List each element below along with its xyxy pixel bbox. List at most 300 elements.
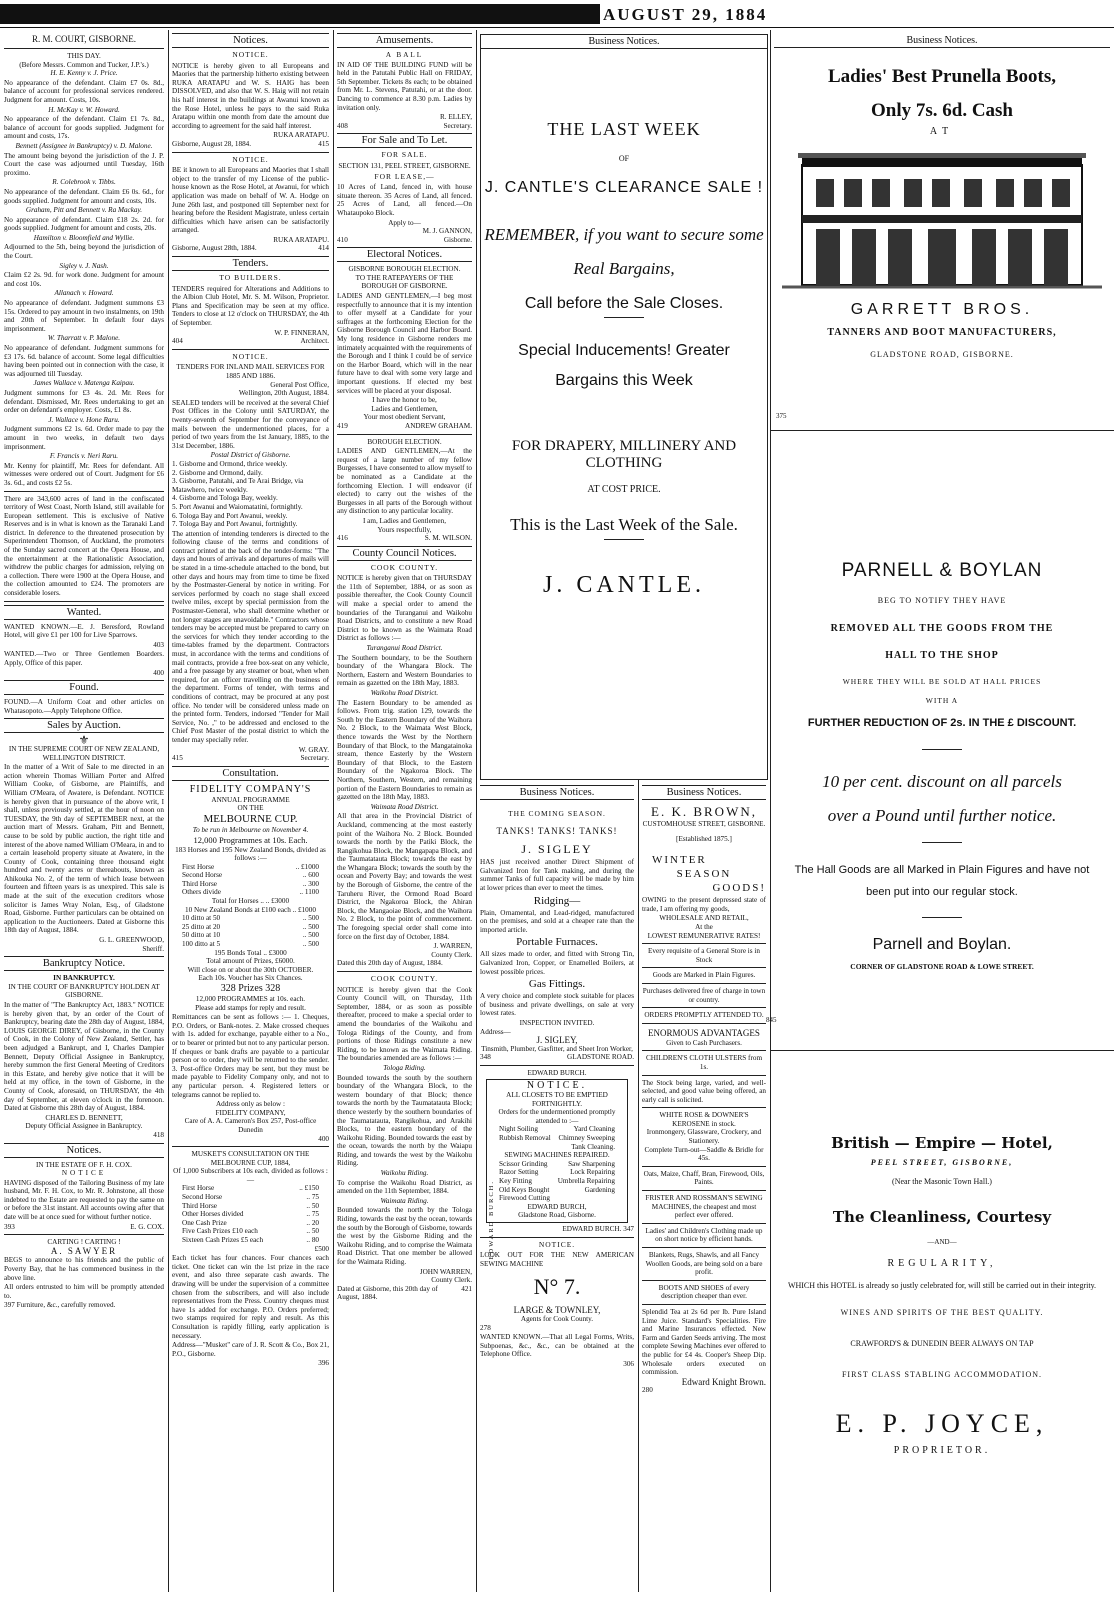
- beg-to-notify: BEG TO NOTIFY THEY HAVE: [877, 596, 1007, 605]
- bankruptcy-court: IN THE COURT OF BANKRUPTCY HOLDEN AT GISBORNE.: [8, 982, 160, 1000]
- bankruptcy-signature: CHARLES D. BENNETT,: [45, 1113, 123, 1122]
- mail-heading: TENDERS FOR INLAND MAIL SERVICES FOR 1885 AND 1886.: [176, 363, 325, 380]
- case-body: No appearance of the defendant. Claim £7 0s. 8d., balance of account for professional services rendered. Judgment for amount. Costs, 10s.: [4, 78, 164, 104]
- burch-address: Gladstone Road, Gisborne.: [518, 1211, 596, 1220]
- mail-route: 2. Gisborne and Ormond, daily.: [172, 468, 263, 477]
- graham-lg: Ladies and Gentlemen,: [371, 404, 438, 413]
- waikohu-body: The Eastern Boundary to be amended as follows. From trig. station 129, towards the South by the Eastern Boundary of the Waihora No. 2 Block, to the Waimata West Block, thence towards the West by the Northern Boundary of that Block, to the Mangatainoka stream, thence Easterly by the Western Boundary of that Block, to the Eastern Boundary of the Ngakoroa Block. The Northern, Southern, Western, and remaining portion of the Eastern Boundaries to remain as gazetted on the 18th May, 1883.: [337, 698, 472, 802]
- service-row-value: Umbrella Repairing: [557, 1177, 615, 1185]
- service-row-label: Firewood Cutting: [499, 1194, 550, 1203]
- ad-number: 278: [480, 1323, 491, 1332]
- cook2-body: NOTICE is hereby given that the Cook County Council will, on Thursday, 11th September, 1884, or as soon as possible thereafter, proceed to make a special order to amend the boundaries of the Waikohu and Tologa Ridings of the County, and from portions of those Ridings constitute a new Riding, to be known as the Waimata Riding. The boundaries amended are as follows :—: [337, 985, 472, 1063]
- ad-number: 845: [766, 1016, 777, 1024]
- case-body: Mr. Kenny for plaintiff, Mr. Rees for defendant. All witnesses were ordered out of Court. Judgment for £6 3s. 6d., and costs £2 5s.: [4, 461, 164, 487]
- greater-bargains: Bargains this Week: [555, 372, 693, 389]
- ball-secretary: Secretary.: [443, 121, 472, 130]
- musket-prize-row: [172, 1227, 329, 1236]
- burch-orders: Orders for the undermentioned promptly attended to :—: [498, 1108, 616, 1125]
- case-title: James Wallace v. Matenga Kaipau.: [33, 379, 135, 388]
- bonds-total: 195 Bonds Total .. £3000: [214, 948, 287, 957]
- case-title: Sigley v. J. Nash.: [59, 261, 109, 270]
- ulsters: CHILDREN'S CLOTH ULSTERS from 1s.: [645, 1054, 763, 1071]
- masthead-rule: [0, 27, 1114, 28]
- joyce-name: E. P. JOYCE,: [835, 1409, 1049, 1438]
- case-title: Bennett (Assignee in Bankruptcy) v. D. Malone.: [15, 141, 153, 150]
- case-title: H. E. Kenny v. J. Price.: [50, 69, 118, 78]
- prize-row-value: .. 600: [302, 871, 319, 880]
- hall-goods: The Hall Goods are all Marked in Plain Figures and have not been put into our regular stock.: [794, 864, 1090, 898]
- sheriff-title: Sheriff.: [142, 944, 164, 953]
- case-body: The amount being beyond the jurisdiction of the J. P. Court the case was adjourned until Tuesday, 16th proximo.: [4, 151, 164, 177]
- ridging-body: Plain, Ornamental, and Lead-ridged, manufactured on the premises, and sold at a cheaper rate than the imported article.: [480, 908, 634, 934]
- ad-number: 416: [337, 534, 348, 543]
- bond-row-label: 100 ditto at 5: [182, 940, 221, 949]
- garrett-road: GLADSTONE ROAD, GISBORNE.: [870, 350, 1014, 359]
- consultation-heading: Consultation.: [172, 766, 329, 781]
- license-notice: BE it known to all Europeans and Maories that I shall object to the transfer of my License of the public-house known as the Rose Hotel, at Awanui, for which application was made on behalf of W. A. Hodge on June 26th last, and postponed till September next for hearing before the Resident Magistrate, unless certain difficulties which have arisen can be satisfactorily arranged.: [172, 166, 329, 235]
- mail-route: 4. Gisborne and Tologa Bay, weekly.: [172, 494, 278, 503]
- signature: RUKA ARATAPU.: [273, 235, 329, 244]
- service-row-label: Key Fitting: [499, 1177, 532, 1185]
- bond-prizes: [172, 914, 329, 948]
- bond-row-value: .. 500: [302, 931, 319, 940]
- service-row-label: Razor Setting: [499, 1168, 539, 1177]
- musket-prize-row: [172, 1184, 329, 1193]
- goods: GOODS!: [712, 882, 766, 895]
- wilson-am: I am, Ladies and Gentlemen,: [362, 516, 447, 525]
- ad-number: 348: [480, 1053, 491, 1062]
- wines: WINES AND SPIRITS OF THE BEST QUALITY.: [840, 1308, 1044, 1317]
- bond-row-value: .. 500: [302, 914, 319, 923]
- burch-name: EDWARD BURCH,: [527, 1202, 587, 1211]
- hall-to-shop: HALL TO THE SHOP: [885, 650, 999, 661]
- tea: Splendid Tea at 2s 6d per lb. Pure Island Lime Juice. Standard's Specialities. Fire and Marine Insurances effected. New Farm and Garden Seeds arriving. The most complete Sewing Machines ever offered to the public for £4 4s. Cooper's Sheep Dip. Wholesale orders executed on commission.: [642, 1307, 766, 1377]
- prize-row-label: Others divide: [182, 888, 221, 897]
- mail-route: 5. Port Awanui and Waiomatatini, fortnightly.: [172, 502, 303, 511]
- service-row: [489, 1134, 625, 1143]
- bankruptcy-sub: IN BANKRUPTCY.: [53, 974, 115, 983]
- warren-title: County Clerk.: [431, 950, 472, 959]
- to-ratepayers: TO THE RATEPAYERS OF THE BOROUGH OF GISBORNE.: [355, 273, 454, 291]
- garrett-advert: [774, 34, 1110, 424]
- parnell-advert: [766, 436, 1110, 1046]
- every-requisite: Every requisite of a General Store is in Stock: [648, 947, 760, 964]
- district: WELLINGTON DISTRICT.: [42, 753, 126, 762]
- case-body: No appearance of defendant. Judgment summons £3 15s. Ordered to pay amount in two instalments, on 19th and 20th of September. In default four days imprisonment.: [4, 299, 164, 333]
- near-masonic: (Near the Masonic Town Hall.): [892, 1177, 992, 1186]
- ad-number: 414: [318, 244, 329, 253]
- ten-percent: 10 per cent. discount on all parcels: [822, 772, 1062, 791]
- special-inducements: Special Inducements! Greater: [518, 342, 730, 359]
- garrett-trade: TANNERS AND BOOT MANUFACTURERS,: [827, 327, 1057, 338]
- musket-prize-row-value: .. 75: [306, 1193, 319, 1202]
- ball-signature: R. ELLEY,: [439, 113, 472, 122]
- ad-number: 396: [318, 1359, 329, 1368]
- graham-address: LADIES AND GENTLEMEN,—I beg most respectfully to announce that it is my intention to offer myself at a Candidate for your suffrages at the forthcoming Election for the Gisborne Borough Council and Harbor Board. My long residence in Gisborne renders me intimately acquainted with the requirements of the Borough and I think I could be of service on the Harbor Board, which will in the near future have to deal with some very large and important questions. If elected my best services will be placed at your disposal.: [337, 292, 472, 395]
- tologa-body: Bounded towards the south by the southern boundary of the Whangara Block, to the western boundary of that Block; thence towards the north by the Taumatatauta Block; thence westerly by the southern boundaries of the Taumatatauta, Rangikohua, and Arakihi Blocks, to the eastern boundary of the Waikohu Riding. Bounded towards the east by the ocean, towards the north by the Waiapu Riding, and towards the west by the Waikohu Riding.: [337, 1073, 472, 1168]
- bond-row: [172, 914, 329, 923]
- tologa-title: Tologa Riding.: [383, 1063, 426, 1072]
- musket-prize-row: [172, 1193, 329, 1202]
- ball-body: IN AID OF THE BUILDING FUND will be held in the Patutahi Public Hall on FRIDAY, 5th September. Tickets 8s each; to be obtained from Mr. L. Stevens, Patutahi, or at the door. Dancing to commence at 8.30 p.m. Ladies by invitation only.: [337, 60, 472, 112]
- sawyer-body: BEGS to announce to his friends and the public of Poverty Bay, that he has commenced business in the above line.: [4, 1256, 164, 1282]
- electoral-heading: Electoral Notices.: [337, 247, 472, 262]
- bond-row-label: 25 ditto at 20: [182, 922, 221, 931]
- musket-prize-row-value: .. 20: [306, 1218, 319, 1227]
- estate-notice-word: NOTICE: [61, 1169, 107, 1178]
- musket-prize-row: [172, 1236, 329, 1245]
- drapery: FOR DRAPERY, MILLINERY AND CLOTHING: [511, 438, 737, 471]
- regularity: REGULARITY,: [887, 1258, 997, 1269]
- ridging-heading: Ridging—: [533, 894, 581, 907]
- cash-purchasers: Given to Cash Purchasers.: [666, 1038, 742, 1047]
- john-warren-title: County Clerk.: [431, 1276, 472, 1285]
- ad-number: 400: [318, 1134, 329, 1143]
- case-body: Judgment summons for £3 4s. 2d. Mr. Rees for defendant. Dismissed, Mr. Rees undertaking to get an order on defendant's employer. Costs, £1 8s.: [4, 388, 164, 415]
- musket-prize-row-label: Sixteen Cash Prizes £5 each: [182, 1236, 264, 1245]
- service-row-value: Yard Cleaning: [573, 1125, 615, 1134]
- court-cases: [4, 69, 164, 487]
- prize-row-label: First Horse: [182, 862, 215, 871]
- lowest-rates: LOWEST REMUNERATIVE RATES!: [647, 931, 761, 940]
- musket-address: Address—"Musket" care of J. R. Scott & Co., Box 21, P.O., Gisborne.: [172, 1341, 329, 1358]
- ad-number: 280: [642, 1386, 653, 1395]
- estate-title: IN THE ESTATE OF F. H. COX.: [36, 1160, 132, 1169]
- waimata-body: All that area in the Provincial District of Auckland, commencing at the most easterly point of the Waihora No. 2 Block. Bounded towards the north by the Patiki Block, the Rangikohua Block, the Mangapapa Block, and the Taumatatauta Block; towards the east by the Whangara Block; towards the south by the ocean and Poverty Bay; and towards the west by the Borough of Gisborne, the centre of the Taruheru River, the Ormond Road Board District, the Ngakoroa Block, the Ahiran Block, the Mangaoiae Block, and the Waihora No. 2 Block, to the point of commencement. The foregoing special order shall come into force on the first day of October, 1884.: [337, 812, 472, 941]
- waimata-riding-body: Bounded towards the north by the Tologa Riding, towards the east by the ocean, towards the south by the Borough of Gisborne, towards the west by the Gisborne Riding and the Waikohu Riding, and to comprise the Waimata Road District. That one member be allowed for the Waimata Riding.: [337, 1206, 472, 1266]
- chances: Each 10s. Voucher has Six Chances.: [198, 974, 303, 983]
- where-sold: WHERE THEY WILL BE SOLD AT HALL PRICES: [842, 677, 1042, 686]
- service-row: [489, 1177, 625, 1186]
- notice-date: Gisborne, August 28th, 1884.: [172, 244, 257, 253]
- masthead-bar: [0, 4, 600, 24]
- stabling: FIRST CLASS STABLING ACCOMMODATION.: [841, 1370, 1042, 1379]
- agents: Agents for Cook County.: [520, 1314, 594, 1323]
- musket-total: £500: [314, 1244, 329, 1253]
- closets: ALL CLOSETS TO BE EMPTIED FORTNIGHTLY.: [506, 1091, 608, 1108]
- boots-shoes: BOOTS AND SHOES of every description cheaper than ever.: [658, 1283, 750, 1301]
- case-title: J. Wallace v. Hone Raru.: [48, 415, 120, 424]
- bond-row: [172, 923, 329, 932]
- service-row-label: Night Soiling: [499, 1125, 538, 1134]
- mail-route: 7. Tologa Bay and Port Awanui, fortnightly.: [172, 520, 298, 529]
- case-body: Judgment summons £2 1s. 6d. Order made to pay the amount in two weeks, in default two days imprisonment.: [4, 425, 164, 451]
- service-row-value: Saw Sharpening: [568, 1159, 615, 1168]
- oats: Oats, Maize, Chaff, Bran, Firewood, Oils, Paints.: [643, 1169, 765, 1187]
- ad-number: 400: [153, 668, 164, 677]
- plain-figures: Goods are Marked in Plain Figures.: [652, 971, 756, 980]
- blankets: Blankets, Rugs, Shawls, and all Fancy Woollen Goods, are being sold on a bare profit.: [645, 1251, 763, 1277]
- dated-2: Dated at Gisborne, this 20th day of August, 1884.: [337, 1284, 438, 1302]
- bond-row-value: .. 500: [302, 940, 319, 949]
- bond-row: [172, 931, 329, 940]
- musket-prize-row-value: .. 50: [306, 1227, 319, 1236]
- estate-body: HAVING disposed of the Tailoring Business of my late husband, Mr. F. H. Cox, to Mr. R. Johnstone, all those indebted to the Estate are requested to pay the same on or before the 31st instant. All accounts owing after that date will be at once sued for without further notice.: [4, 1178, 164, 1222]
- horse-prizes: [172, 863, 329, 897]
- musket-prize-row-value: .. 50: [306, 1201, 319, 1210]
- which-hotel: WHICH this HOTEL is already so justly celebrated for, will still be carried out in their integrity.: [787, 1281, 1097, 1290]
- waikohu-riding-body: To comprise the Waikohu Road District, as amended on the 11th September, 1884.: [337, 1178, 472, 1196]
- case-body: Claim £2 2s. 9d. for work done. Judgment for amount and cost 10s.: [4, 271, 164, 288]
- for-lease: FOR LEASE,—: [374, 171, 435, 181]
- cook-body: NOTICE is hereby given that on THURSDAY the 11th of September, 1884, or as soon as possible thereafter, the Cook County Council will make a special order to amend the boundaries of the Turanganui and Waikohu Road Districts, and to constitute a new Road District to be known as the Waimata Road District as follows :—: [337, 574, 472, 643]
- musket-heading: MUSKET'S CONSULTATION ON THE MELBOURNE CUP, 1884,: [191, 1150, 310, 1167]
- brown-name: E. K. BROWN,: [651, 804, 757, 819]
- ad-number: 375: [776, 412, 787, 420]
- trade: Tinsmith, Plumber, Gasfitter, and Sheet Iron Worker,: [481, 1044, 633, 1053]
- number-seven: N° 7.: [533, 1274, 581, 1300]
- notice-sub: NOTICE.: [232, 50, 269, 59]
- court-day: THIS DAY.: [67, 52, 101, 60]
- sale-heading: For Sale and To Let.: [337, 133, 472, 148]
- prize-row: [172, 880, 329, 889]
- winter: WINTER: [652, 854, 707, 867]
- service-row-value: Chimney Sweeping: [558, 1134, 615, 1143]
- prize-row: [172, 871, 329, 880]
- purchases: Purchases delivered free of charge in town or country.: [642, 986, 766, 1004]
- inspection: INSPECTION INVITED.: [519, 1018, 595, 1027]
- fidelity-address: Care of A. A. Cameron's Box 257, Post-office Dunedin: [184, 1117, 317, 1134]
- wilson-yours: Yours respectfully,: [377, 525, 432, 534]
- building-illustration: [782, 141, 1102, 291]
- builders: TO BUILDERS.: [219, 273, 282, 283]
- melbourne-cup: MELBOURNE CUP.: [203, 812, 298, 825]
- notices-heading: Notices.: [172, 33, 329, 48]
- musket-prize-row-label: Five Cash Prizes £10 each: [182, 1227, 258, 1236]
- bond-row: [172, 940, 329, 949]
- sheriff-name: G. L. GREENWOOD,: [99, 936, 164, 945]
- address-label: Address—: [480, 1027, 511, 1036]
- garrett-name: GARRETT BROS.: [850, 301, 1034, 318]
- case-body: No appearance of the defendant. Claim £6 0s. 6d., for goods supplied. Judgment for amount and costs, 10s.: [4, 187, 164, 205]
- section-rule: [770, 1050, 1114, 1051]
- at-the: At the: [695, 922, 713, 931]
- owing: OWING to the present depressed state of trade, I am offering my goods,: [642, 896, 766, 913]
- real-bargains: Real Bargains,: [573, 259, 675, 278]
- wholesale-retail: WHOLESALE AND RETAIL,: [659, 914, 749, 923]
- turanganui-title: Turanganui Road District.: [366, 644, 443, 653]
- auction-body: In the matter of a Writ of Sale to me directed in an action wherein Thomas William Porter and Alfred William Cooke, of Gisborne, are Plaintiffs, and William O'Meara, of Awatere, is Defendant. NOTICE is hereby given that in pursuance of the above writ, I shall, unless previously settled, at the hour of noon on TUESDAY, the 9th day of SEPTEMBER next, at the auction mart of Messrs. Graham, Pitt and Bennett, cause to be sold by public auction, the right title and interest of the above named William O'Meara, in and to a certain leasehold property situate at Awatere, in the County of Cook, containing three thousand eight hundred and twenty acres or thereabouts, known as Ahikouka No. 2, of the term of which lease between fourteen and fifteen years is as unexpired. This sale is made at the suit of the execution creditors whose solicitor is James Wray Nolan, Esq., of Gladstone Road, Gisborne. Further particulars can be obtained on application to the Auctioneers. Dated at Gisborne this 18th day of August, 1884.: [4, 763, 164, 935]
- burch-services: [489, 1125, 625, 1151]
- service-row-value: Gardening: [584, 1185, 615, 1194]
- section-131: SECTION 131, PEEL STREET, GISBORNE.: [338, 161, 471, 170]
- prize-row-label: Second Horse: [182, 871, 223, 880]
- corner: CORNER OF GLADSTONE ROAD & LOWE STREET.: [850, 962, 1034, 971]
- prize-row-value: .. 300: [302, 879, 319, 888]
- service-row: [489, 1125, 625, 1134]
- court-title: R. M. COURT, GISBORNE.: [31, 34, 137, 44]
- brown-signature: Edward Knight Brown.: [681, 1376, 766, 1387]
- price-line: Only 7s. 6d. Cash: [870, 100, 1014, 121]
- furnaces-heading: Portable Furnaces.: [516, 936, 598, 949]
- sales-heading: Sales by Auction.: [4, 718, 164, 733]
- programmes: 12,000 Programmes at 10s. Each.: [193, 834, 308, 845]
- gas-body: A very choice and complete stock suitable for places of business and private dwellings, on sale at very lowest rates.: [480, 992, 634, 1018]
- case-body: No appearance of defendant. Judgment summons for £3 17s. 6d. balance of account. Some legal difficulties having been pointed out in connection with the case, it was adjourned till Tuesday.: [4, 344, 164, 378]
- sigley-name: J. SIGLEY: [521, 842, 593, 857]
- masthead: [0, 0, 1114, 28]
- estate-signature: E. G. COX.: [130, 1222, 164, 1231]
- ad-number: 419: [337, 421, 348, 430]
- waimata-title: Waimata Road District.: [370, 802, 439, 811]
- graham-yours: Your most obedient Servant,: [363, 413, 446, 422]
- service-row-label: Old Keys Bought: [499, 1185, 550, 1194]
- service-row-label: Rubbish Removal: [499, 1134, 551, 1143]
- cost-price: AT COST PRICE.: [587, 484, 661, 495]
- musket-prize-row-label: Other Horses divided: [182, 1210, 244, 1219]
- ad-number: 306: [623, 1359, 634, 1368]
- business-heading: Business Notices.: [480, 785, 634, 800]
- service-row-label: Scissor Grinding: [499, 1159, 548, 1168]
- case-title: W. Tharratt v. P. Malone.: [47, 334, 121, 343]
- column-rule: [638, 780, 639, 1592]
- removed: REMOVED ALL THE GOODS FROM THE: [830, 623, 1054, 634]
- burch-heading: EDWARD BURCH.: [527, 1068, 587, 1077]
- service-row: [489, 1168, 625, 1177]
- sewing-machine: LOOK OUT FOR THE NEW AMERICAN SEWING MACHINE: [480, 1251, 634, 1268]
- established: [Established 1875.]: [676, 834, 732, 843]
- apply-to: Apply to—: [388, 218, 421, 227]
- wilson-signature: S. M. WILSON.: [424, 534, 472, 543]
- and: —AND—: [927, 1238, 957, 1246]
- ad-number: 418: [153, 1130, 164, 1139]
- graham-signature: ANDREW GRAHAM.: [405, 421, 472, 430]
- furnaces-body: All sizes made to order, and fitted with Strong Tin, Galvanized Iron, Copper, or Enamelled Boilers, at lowest possible prices.: [480, 950, 634, 976]
- wanted-sparrows: WANTED KNOWN.—E. J. Beresford, Rowland Hotel, will give £1 per 100 for Live Sparrows.: [4, 622, 164, 640]
- fidelity-title: FIDELITY COMPANY'S: [189, 783, 312, 795]
- season: SEASON: [676, 868, 732, 881]
- prize-row-value: .. 1100: [299, 888, 319, 897]
- cook-county: COOK COUNTY.: [370, 562, 439, 572]
- amusements-heading: Amusements.: [337, 33, 472, 48]
- business-heading: Business Notices.: [642, 785, 766, 800]
- signature: RUKA ARATAPU.: [273, 131, 329, 140]
- sawyer-body-2: All orders entrusted to him will be promptly attended to.: [4, 1283, 164, 1300]
- column-sigley: [480, 782, 634, 1592]
- burch-sig: EDWARD BURCH.: [562, 1224, 622, 1233]
- bond-row-label: 50 ditto at 10: [182, 931, 221, 940]
- ad-number: 397: [4, 1301, 15, 1310]
- business-heading: Business Notices.: [481, 35, 767, 49]
- brown-street: CUSTOMHOUSE STREET, GISBORNE.: [642, 820, 766, 828]
- column-rule: [168, 30, 169, 1592]
- grand-total: Total amount of Prizes, £6000.: [206, 957, 295, 966]
- ad-number: 408: [337, 121, 348, 130]
- notice-sub: NOTICE.: [232, 154, 269, 164]
- burch-footer: [480, 1225, 634, 1234]
- clearance-sale: J. CANTLE'S CLEARANCE SALE !: [484, 179, 764, 196]
- ad-number: 415: [172, 754, 183, 763]
- further-reduction: FURTHER REDUCTION OF 2s. IN THE £ DISCOUNT.: [807, 717, 1077, 729]
- mail-terms: The attention of intending tenderers is directed to the following clause of the terms and conditions of contract printed at the back of the tender-forms: "The days and hours of arrivals and departures of mails will be stated in a time-schedule attached to the bond, but other days and hours may from time to time be fixed by the Postmaster-General by notice in writing. For services performed by coach no stage shall exceed twelve miles, except by special permission from the Postmaster-General, who shall determine whether or not longer stages are unavoidable." Contractors whose tenders may be accepted must be prepared to carry on the services for which they tender according to the time-tables framed by the department. Contractors must, in accordance with the terms and conditions of mail contracts, provide a free box-seat on any vehicle, and a free passage by any steamer or boat, when when required, for an officer travelling on the business of the department. Forms of tender, with terms and conditions of contract, may be procured at any post office. No tender will be considered unless made on the printed form. Tenders, indorsed "Tender for Mail Service, No. ," to be addressed and enclosed to the Chief Post Master of the postal district to which the tender may specially refer.: [172, 529, 329, 744]
- stamps-note: Please add stamps for reply and result.: [195, 1003, 306, 1012]
- county-heading: County Council Notices.: [337, 546, 472, 561]
- borough-election-2: BOROUGH ELECTION.: [367, 437, 442, 446]
- wanted-known: WANTED KNOWN.—That all Legal Forms, Writs, Subpoenas, &c., &c., can be obtained at the Telephone Office.: [480, 1333, 634, 1359]
- musket-body: Each ticket has four chances. Four chances each ticket. One ticket can win the 1st prize in the race event, and also three separate cash awards. The drawing will be under the supervision of a committee chosen from the subscribers, and will also include representatives from the Press. Country cheques must have 1s added for exchange. P.O. Orders preferred; two stamps required for reply and result. As this Consultation is rapidly filling, early application is necessary.: [172, 1254, 329, 1340]
- parnell-name-2: Parnell and Boylan.: [872, 936, 1012, 953]
- prunella-boots: Ladies' Best Prunella Boots,: [827, 66, 1056, 87]
- cook-county-2: COOK COUNTY.: [370, 974, 439, 983]
- close-date: Will close on or about the 30th OCTOBER.: [187, 965, 314, 974]
- mail-po: General Post Office,: [270, 380, 329, 389]
- fidelity-on: ON THE: [237, 804, 264, 813]
- ad-number: 415: [318, 139, 329, 148]
- borough-election: GISBORNE BOROUGH ELECTION.: [348, 265, 461, 274]
- lease-body: 10 Acres of Land, fenced in, with house situate thereon. 35 Acres of Land, all fenced. 25 Acres of Land, all fenced.—On Whataupoko Block.: [337, 183, 472, 217]
- mail-signature: W. GRAY.: [298, 745, 329, 754]
- gladstone-road: GLADSTONE ROAD.: [567, 1053, 634, 1062]
- service-row-value: Tank Cleaning.: [571, 1142, 615, 1151]
- musket-prize-row-value: .. £150: [299, 1184, 319, 1193]
- ladies-clothing: Ladies' and Children's Clothing made up on short notice by efficient hands.: [645, 1226, 763, 1244]
- race-date: To be run in Melbourne on November 4.: [192, 825, 309, 834]
- court-bench: (Before Messrs. Common and Tucker, J.P.'s.): [19, 60, 149, 69]
- enormous-advantages: ENORMOUS ADVANTAGES: [648, 1027, 760, 1038]
- over-pound: over a Pound until further notice.: [827, 806, 1057, 825]
- remittances: Remittances can be sent as follows :— 1. Cheques, P.O. Orders, or Bank-notes. 2. Make crossed cheques with 1s. added for exchange, payable either to a No., or to bearer or printed but not to any particular person. If cheques or bank drafts are payable to a particular person or to order, they will be returned to the sender. 3. Post-office Orders may be sent, but they must be made payable to Fidelity Company only, and not to any particular person. 4. Registered letters or telegrams cannot be replied to.: [172, 1013, 329, 1099]
- with-a: WITH A: [925, 696, 959, 705]
- bond-row-value: .. 500: [302, 922, 319, 931]
- wanted-heading: Wanted.: [4, 605, 164, 620]
- tanks: TANKS! TANKS! TANKS!: [496, 825, 618, 836]
- waikohu-title: Waikohu Road District.: [370, 689, 439, 697]
- found-heading: Found.: [4, 680, 164, 695]
- coming-season: THE COMING SEASON.: [508, 809, 606, 818]
- issue-date: AUGUST 29, 1884: [603, 5, 768, 24]
- ball-title: A BALL: [385, 51, 424, 59]
- bond-row-label: 10 ditto at 50: [182, 914, 221, 923]
- burch-notice: NOTICE.: [526, 1080, 588, 1092]
- service-row: [489, 1194, 625, 1203]
- for-sale: FOR SALE.: [381, 150, 428, 160]
- notices-heading: Notices.: [4, 1143, 164, 1158]
- ad-number: 393: [4, 1222, 15, 1231]
- sawyer-footer: Furniture, &c., carefully removed.: [16, 1301, 116, 1310]
- graham-honor: I have the honor to be,: [372, 396, 437, 405]
- case-body: Adjourned to the 5th, being beyond the jurisdiction of the Court.: [4, 243, 164, 261]
- ad-number: 347: [623, 1224, 634, 1233]
- horse-total: Total for Horses .. .. £3000: [211, 897, 290, 906]
- column-rule: [770, 30, 771, 1592]
- case-body: No appearance of the defendant. Claim £1 7s. 8d., balance of account for goods supplied. Judgment for amount and costs, 17s.: [4, 115, 164, 141]
- ad-number: 410: [337, 235, 348, 244]
- bonds-heading: 10 New Zealand Bonds at £100 each .. £1000: [185, 905, 316, 914]
- kerosene: WHITE ROSE & DOWNER'S KEROSENE in stock.: [659, 1111, 749, 1128]
- peel-street: PEEL STREET, GISBORNE,: [870, 1158, 1014, 1167]
- wilson-address: LADIES AND GENTLEMEN,—At the request of a large number of my fellow Burgesses, I have consented to allow myself to be nominated as a Candidate at the forthcoming Election. I will endeavor (if elected) to carry out the wishes of the Burgesses in all parts of the Borough without any distinction to any particular locality.: [337, 447, 472, 516]
- architect-title: Architect.: [300, 337, 329, 346]
- found-notice: FOUND.—A Uniform Coat and other articles on Whatasopoto.—Apply Telephone Office.: [4, 698, 164, 715]
- warren-name: J. WARREN,: [433, 942, 472, 951]
- case-title: Allanach v. Howard.: [54, 289, 114, 298]
- architect-name: W. P. FINNERAN,: [274, 328, 329, 337]
- ad-number: 421: [461, 1284, 472, 1293]
- mail-route: 3. Gisborne, Patutahi, and Te Arai Bridge, via Matawhero, twice weekly.: [172, 477, 304, 494]
- programmes-count: 12,000 PROGRAMMES at 10s. each.: [195, 995, 306, 1003]
- waikohu-riding-title: Waikohu Riding.: [380, 1169, 429, 1178]
- supreme-court: IN THE SUPREME COURT OF NEW ZEALAND,: [8, 744, 160, 753]
- column-brown: [642, 782, 766, 1592]
- mail-notice-word: NOTICE.: [232, 351, 269, 361]
- mail-route: 1. Gisborne and Ormond, thrice weekly.: [172, 459, 288, 468]
- turanganui-body: The Southern boundary, to be the Southern boundary of the Whangara Block. The Northern, Eastern and Western Boundaries to remain as gazetted on the 18th May, 1883.: [337, 653, 472, 688]
- ironmongery: Ironmongery, Glassware, Crockery, and Stationery.: [646, 1128, 762, 1146]
- mail-secretary: Secretary.: [300, 754, 329, 763]
- parnell-name: PARNELL & BOYLAN: [841, 560, 1043, 581]
- gannon-town: Gisborne.: [443, 235, 472, 244]
- musket-prize-row-value: .. 80: [306, 1236, 319, 1245]
